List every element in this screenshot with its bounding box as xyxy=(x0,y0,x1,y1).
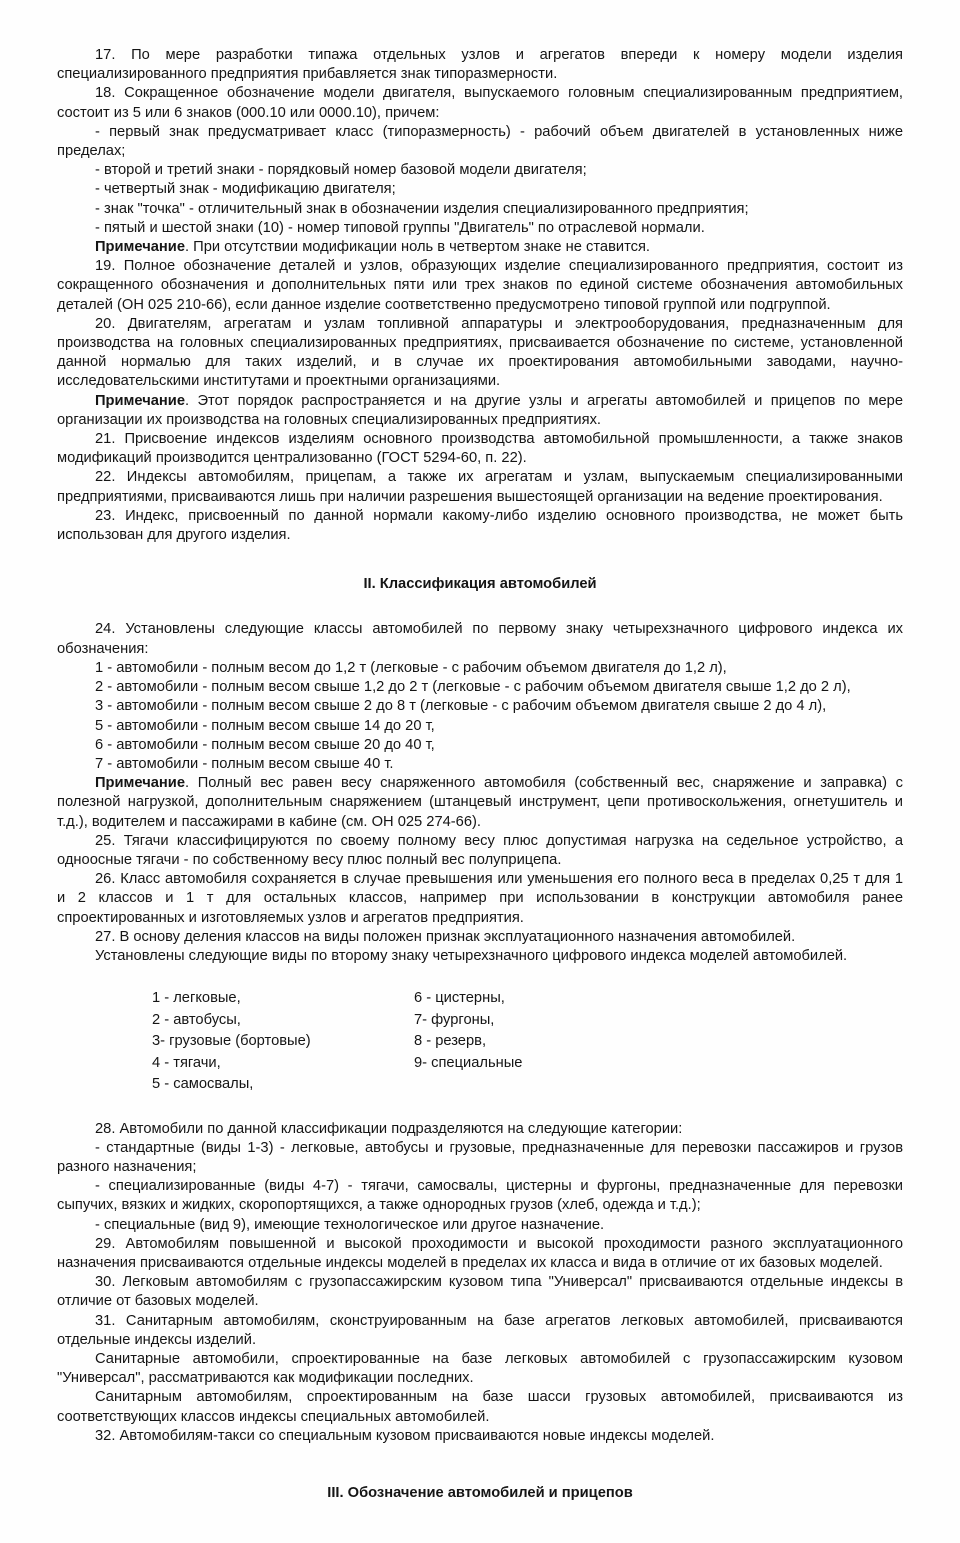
note-label: Примечание xyxy=(95,239,185,256)
vehicle-kinds-column-right xyxy=(414,988,714,1096)
vehicle-kinds-column-left xyxy=(152,988,414,1096)
vehicle-kinds-list xyxy=(57,988,903,1096)
paragraph: 32. Автомобилям-такси со специальным кузовом присваиваются новые индексы моделей. xyxy=(95,1427,715,1444)
paragraph: 22. Индексы автомобилям, прицепам, а также их агрегатам и узлам, выпускаемым специализированными предприятиями, присваиваются лишь при наличии разрешения вышестоящей организации на ведение проектирования. xyxy=(57,469,903,505)
list-item: 8 - резерв, xyxy=(414,1033,487,1050)
list-item: 6 - цистерны, xyxy=(414,990,505,1007)
paragraph: 19. Полное обозначение деталей и узлов, образующих изделие специализированного предприятия, состоит из сокращенного обозначения и дополнительных пяти или трех знаков по единой системе обозначения автомобильных деталей (ОН 025 210-66), если данное изделие соответственно предусмотрено типовой группой или подгруппой. xyxy=(57,258,903,313)
paragraph: 23. Индекс, присвоенный по данной нормали какому-либо изделию основного производства, не может быть использован для другого изделия. xyxy=(57,507,903,544)
paragraph: 5 - автомобили - полным весом свыше 14 до 20 т, xyxy=(95,717,435,734)
paragraph: - специализированные (виды 4-7) - тягачи, самосвалы, цистерны и фургоны, предназначенные для перевозки сыпучих, вязких и жидких, скоропортящихся, а также однородных грузов (хлеб, одежда и т.д.); xyxy=(57,1178,903,1214)
paragraph: 1 - автомобили - полным весом до 1,2 т (легковые - с рабочим объемом двигателя до 1,2 л), xyxy=(95,659,727,676)
paragraph: 31. Санитарным автомобилям, сконструированным на базе агрегатов легковых автомобилей, присваиваются отдельные индексы изделий. xyxy=(57,1312,903,1348)
list-item: 2 - автобусы, xyxy=(152,1011,241,1028)
paragraph: 28. Автомобили по данной классификации подразделяются на следующие категории: xyxy=(95,1120,683,1137)
section-heading: II. Классификация автомобилей xyxy=(363,576,597,593)
list-item: 3- грузовые (бортовые) xyxy=(152,1033,311,1050)
paragraph: 18. Сокращенное обозначение модели двигателя, выпускаемого головным специализированным предприятием, состоит из 5 или 6 знаков (000.10 или 0000.10), причем: xyxy=(57,85,903,121)
paragraph: 24. Установлены следующие классы автомобилей по первому знаку четырехзначного цифрового индекса их обозначения: xyxy=(57,621,903,657)
note-label: Примечание xyxy=(95,775,185,792)
paragraph: - стандартные (виды 1-3) - легковые, автобусы и грузовые, предназначенные для перевозки пассажиров и грузов разного назначения; xyxy=(57,1139,903,1176)
paragraph: - пятый и шестой знаки (10) - номер типовой группы "Двигатель" по отраслевой нормали. xyxy=(95,219,705,236)
paragraph: 7 - автомобили - полным весом свыше 40 т. xyxy=(95,755,394,772)
list-item: 1 - легковые, xyxy=(152,990,241,1007)
paragraph: Санитарные автомобили, спроектированные на базе легковых автомобилей с грузопассажирским кузовом "Универсал", рассматриваются как модификации последних. xyxy=(57,1351,903,1387)
paragraph: Установлены следующие виды по второму знаку четырехзначного цифрового индекса моделей автомобилей. xyxy=(95,947,848,964)
paragraph: - знак "точка" - отличительный знак в обозначении изделия специализированного предприятия; xyxy=(95,200,749,217)
paragraph: 17. По мере разработки типажа отдельных узлов и агрегатов впереди к номеру модели изделия специализированного предприятия прибавляется знак типоразмерности. xyxy=(57,47,903,83)
note-label: Примечание xyxy=(95,392,185,409)
note-paragraph: Примечание. Полный вес равен весу снаряженного автомобиля (собственный вес, снаряжение и заправка) с полезной нагрузкой, дополнительным снаряжением (штанцевый инструмент, цепи противоскольжения, огнетушитель и т.д.), водителем и пассажирами в кабине (см. ОН 025 274-66). xyxy=(57,775,903,830)
paragraph: - специальные (вид 9), имеющие технологическое или другое назначение. xyxy=(95,1216,605,1233)
paragraph: Санитарным автомобилям, спроектированным на базе шасси грузовых автомобилей, присваиваются из соответствующих классов индексы специальных автомобилей. xyxy=(57,1389,903,1425)
paragraph: 30. Легковым автомобилям с грузопассажирским кузовом типа "Универсал" присваиваются отдельные индексы в отличие от базовых моделей. xyxy=(57,1274,903,1310)
list-item: 9- специальные xyxy=(414,1054,523,1071)
paragraph: - первый знак предусматривает класс (типоразмерность) - рабочий объем двигателей в установленных ниже пределах; xyxy=(57,123,903,160)
list-item: 4 - тягачи, xyxy=(152,1054,221,1071)
note-paragraph: Примечание. Этот порядок распространяется и на другие узлы и агрегаты автомобилей и прицепов по мере организации их производства на головных специализированных предприятиях. xyxy=(57,392,903,428)
note-paragraph: Примечание. При отсутствии модификации ноль в четвертом знаке не ставится. xyxy=(95,239,651,256)
paragraph: 6 - автомобили - полным весом свыше 20 до 40 т, xyxy=(95,736,435,753)
paragraph: 21. Присвоение индексов изделиям основного производства автомобильной промышленности, а также знаков модификаций производится централизованно (ГОСТ 5294-60, п. 22). xyxy=(57,431,903,467)
paragraph: 2 - автомобили - полным весом свыше 1,2 до 2 т (легковые - с рабочим объемом двигателя свыше 1,2 до 2 л), xyxy=(95,679,851,696)
paragraph: 29. Автомобилям повышенной и высокой проходимости и высокой проходимости разного эксплуатационного назначения присваиваются отдельные индексы моделей в пределах их класса и вида в отличие от их базовых моделей. xyxy=(57,1235,903,1272)
paragraph: - второй и третий знаки - порядковый номер базовой модели двигателя; xyxy=(95,162,587,179)
paragraph: 25. Тягачи классифицируются по своему полному весу плюс допустимая нагрузка на седельное устройство, а одноосные тягачи - по собственному весу плюс полный вес полуприцепа. xyxy=(57,832,903,868)
paragraph: 26. Класс автомобиля сохраняется в случае превышения или уменьшения его полного веса в пределах 0,25 т для 1 и 2 классов и 1 т для остальных классов, например при использовании в конструкции автомобиля ранее спроектированных и изготовляемых узлов и агрегатов предприятия. xyxy=(57,871,903,926)
list-item: 5 - самосвалы, xyxy=(152,1076,254,1093)
paragraph: 3 - автомобили - полным весом свыше 2 до 8 т (легковые - с рабочим объемом двигателя свыше 2 до 4 л), xyxy=(95,698,827,715)
paragraph: - четвертый знак - модификацию двигателя; xyxy=(95,181,396,198)
paragraph: 27. В основу деления классов на виды положен признак эксплуатационного назначения автомобилей. xyxy=(95,928,796,945)
paragraph: 20. Двигателям, агрегатам и узлам топливной аппаратуры и электрооборудования, предназначенным для производства на головных специализированных предприятиях, присваивается обозначение по системе, установленной данной нормалью для таких изделий, и в случае их проектирования автомобильными заводами, научно-исследовательскими институтами и проектными организациями. xyxy=(57,315,903,390)
section-heading: III. Обозначение автомобилей и прицепов xyxy=(327,1485,633,1502)
list-item: 7- фургоны, xyxy=(414,1011,495,1028)
